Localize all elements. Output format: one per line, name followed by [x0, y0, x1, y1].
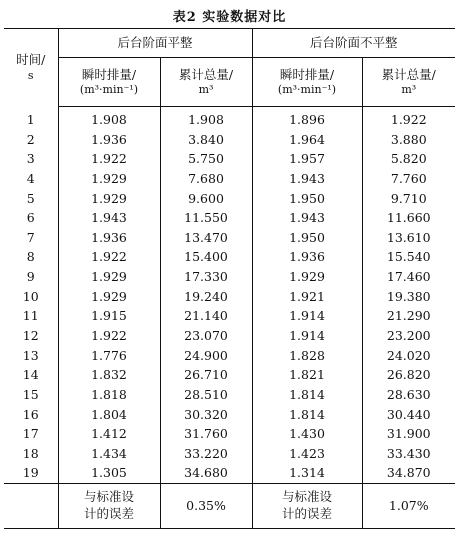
inst-flat-cell: 1.922	[58, 149, 160, 169]
col-header-label: 瞬时排量/	[81, 66, 137, 82]
col-header-label: 累计总量/	[381, 66, 436, 82]
col-header-label: 累计总量/	[178, 66, 234, 82]
cum-uneven-cell: 30.440	[386, 406, 431, 422]
cum-uneven-cell: 13.610	[386, 229, 431, 245]
time-cell: 3	[4, 149, 58, 169]
time-cell: 4	[4, 169, 58, 189]
inst-flat-cell: 1.776	[58, 346, 160, 366]
table-row	[4, 464, 455, 484]
cum-uneven-cell: 23.200	[386, 327, 431, 343]
cum-uneven-cell: 28.630	[386, 386, 431, 402]
inst-uneven-cell: 1.814	[252, 385, 362, 405]
cum-flat-cell: 31.760	[160, 424, 252, 444]
inst-uneven-cell: 1.943	[252, 208, 362, 228]
time-cell: 16	[4, 405, 58, 425]
cum-flat-cell: 3.840	[160, 130, 252, 150]
time-cell: 9	[4, 267, 58, 287]
cum-flat-cell: 7.680	[160, 169, 252, 189]
time-cell: 12	[4, 326, 58, 346]
col-header-inst-uneven	[252, 58, 362, 107]
inst-flat-cell: 1.943	[58, 208, 160, 228]
col-header-label: 瞬时排量/	[279, 66, 335, 82]
inst-uneven-cell: 1.423	[252, 444, 362, 464]
time-cell: 19	[4, 464, 58, 484]
table-row	[4, 169, 455, 189]
time-cell: 5	[4, 189, 58, 209]
cum-flat-cell: 17.330	[160, 267, 252, 287]
cum-uneven-cell: 15.540	[386, 249, 431, 265]
table-body	[4, 107, 455, 529]
cum-flat-cell: 24.900	[160, 346, 252, 366]
col-header-inst-flat	[58, 58, 160, 107]
inst-flat-cell: 1.936	[58, 130, 160, 150]
inst-uneven-cell: 1.914	[252, 326, 362, 346]
time-cell: 1	[4, 107, 58, 130]
cum-uneven-cell: 1.922	[390, 111, 427, 127]
inst-flat-cell: 1.929	[58, 287, 160, 307]
error-time-cell	[4, 484, 58, 529]
table-row	[4, 385, 455, 405]
inst-uneven-cell: 1.950	[252, 228, 362, 248]
table-row	[4, 365, 455, 385]
inst-flat-cell: 1.804	[58, 405, 160, 425]
time-cell: 7	[4, 228, 58, 248]
table-row	[4, 346, 455, 366]
inst-uneven-cell: 1.828	[252, 346, 362, 366]
cum-flat-cell: 28.510	[160, 385, 252, 405]
inst-uneven-cell: 1.914	[252, 306, 362, 326]
cum-flat-cell: 5.750	[160, 149, 252, 169]
inst-uneven-cell: 1.430	[252, 424, 362, 444]
cum-uneven-cell: 34.870	[386, 465, 431, 481]
inst-uneven-cell: 1.921	[252, 287, 362, 307]
data-table	[4, 28, 455, 529]
table-row	[4, 405, 455, 425]
cum-uneven-cell: 24.020	[386, 347, 431, 363]
table-row	[4, 306, 455, 326]
inst-uneven-cell: 1.314	[252, 464, 362, 484]
time-cell: 11	[4, 306, 58, 326]
cum-flat-cell: 19.240	[160, 287, 252, 307]
table-row	[4, 287, 455, 307]
inst-uneven-cell: 1.814	[252, 405, 362, 425]
time-header-unit: s	[27, 69, 34, 83]
cum-uneven-cell: 3.880	[390, 131, 427, 147]
table-row	[4, 107, 455, 130]
cum-flat-cell: 26.710	[160, 365, 252, 385]
inst-flat-cell: 1.929	[58, 189, 160, 209]
cum-uneven-cell: 26.820	[386, 367, 431, 383]
table-row	[4, 326, 455, 346]
table-row	[4, 149, 455, 169]
inst-flat-cell: 1.832	[58, 365, 160, 385]
inst-flat-cell: 1.412	[58, 424, 160, 444]
time-cell: 6	[4, 208, 58, 228]
time-cell: 18	[4, 444, 58, 464]
inst-uneven-cell: 1.821	[252, 365, 362, 385]
col-header-cum-uneven	[362, 58, 455, 107]
table-row	[4, 424, 455, 444]
inst-uneven-cell: 1.929	[252, 267, 362, 287]
inst-uneven-cell: 1.950	[252, 189, 362, 209]
time-cell: 2	[4, 130, 58, 150]
cum-flat-cell: 13.470	[160, 228, 252, 248]
cum-flat-cell: 21.140	[160, 306, 252, 326]
inst-flat-cell: 1.915	[58, 306, 160, 326]
cum-uneven-cell: 11.660	[386, 210, 431, 226]
time-cell: 17	[4, 424, 58, 444]
table-row	[4, 130, 455, 150]
table-caption: 表2 实验数据对比	[172, 10, 287, 25]
cum-flat-cell: 15.400	[160, 247, 252, 267]
cum-flat-cell: 11.550	[160, 208, 252, 228]
inst-uneven-cell: 1.943	[252, 169, 362, 189]
time-header	[4, 29, 58, 107]
cum-uneven-cell: 33.430	[386, 445, 431, 461]
inst-flat-cell: 1.922	[58, 326, 160, 346]
inst-uneven-cell: 1.957	[252, 149, 362, 169]
cum-uneven-cell: 21.290	[386, 308, 431, 324]
table-row	[4, 208, 455, 228]
table-row	[4, 228, 455, 248]
table-row	[4, 267, 455, 287]
cum-flat-cell: 33.220	[160, 444, 252, 464]
table-row	[4, 189, 455, 209]
inst-flat-cell: 1.434	[58, 444, 160, 464]
inst-uneven-cell: 1.964	[252, 130, 362, 150]
inst-uneven-cell: 1.936	[252, 247, 362, 267]
error-value-flat: 0.35%	[160, 484, 252, 529]
cum-uneven-cell: 9.710	[390, 190, 427, 206]
col-header-unit: m³	[198, 83, 214, 97]
time-cell: 14	[4, 365, 58, 385]
cum-flat-cell: 30.320	[160, 405, 252, 425]
time-cell: 8	[4, 247, 58, 267]
time-cell: 10	[4, 287, 58, 307]
inst-flat-cell: 1.818	[58, 385, 160, 405]
col-header-unit: (m³·min⁻¹)	[277, 83, 337, 97]
inst-uneven-cell: 1.896	[252, 107, 362, 130]
group-header-uneven: 后台阶面不平整	[252, 29, 455, 58]
inst-flat-cell: 1.908	[58, 107, 160, 130]
inst-flat-cell: 1.936	[58, 228, 160, 248]
col-header-cum-flat	[160, 58, 252, 107]
error-label-uneven: 与标准设 计的误差	[252, 484, 362, 529]
inst-flat-cell: 1.922	[58, 247, 160, 267]
col-header-unit: (m³·min⁻¹)	[79, 83, 139, 97]
group-header-flat: 后台阶面平整	[58, 29, 252, 58]
col-header-unit: m³	[401, 83, 417, 97]
cum-uneven-cell: 7.760	[390, 170, 427, 186]
inst-flat-cell: 1.305	[58, 464, 160, 484]
inst-flat-cell: 1.929	[58, 267, 160, 287]
table-row	[4, 247, 455, 267]
cum-uneven-cell: 5.820	[390, 151, 427, 167]
time-cell: 13	[4, 346, 58, 366]
cum-flat-cell: 9.600	[160, 189, 252, 209]
cum-flat-cell: 34.680	[160, 464, 252, 484]
cum-uneven-cell: 17.460	[386, 269, 431, 285]
cum-flat-cell: 23.070	[160, 326, 252, 346]
error-value-uneven: 1.07%	[362, 484, 455, 529]
inst-flat-cell: 1.929	[58, 169, 160, 189]
time-header-label: 时间/	[16, 52, 46, 68]
time-cell: 15	[4, 385, 58, 405]
cum-uneven-cell: 31.900	[386, 426, 431, 442]
cum-flat-cell: 1.908	[160, 107, 252, 130]
error-label-flat: 与标准设 计的误差	[58, 484, 160, 529]
error-row	[4, 484, 455, 529]
table-row	[4, 444, 455, 464]
cum-uneven-cell: 19.380	[386, 288, 431, 304]
